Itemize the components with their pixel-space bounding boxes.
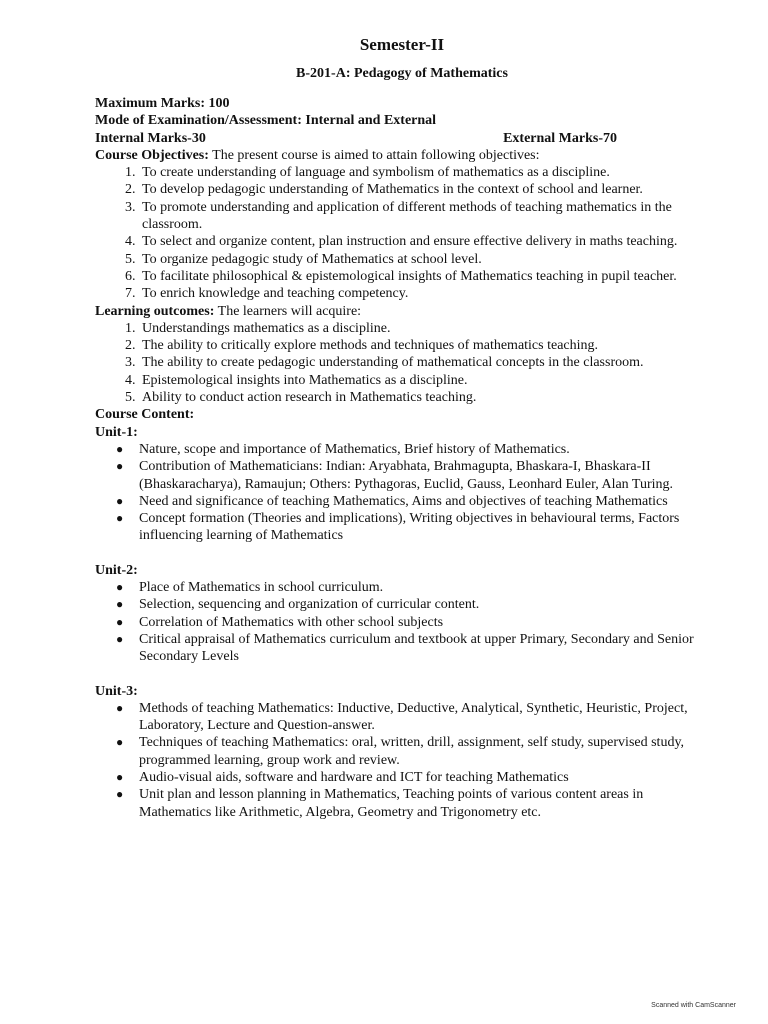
unit-2-title: Unit-2: <box>95 562 138 578</box>
bullet-icon: ● <box>116 459 124 474</box>
objective-item: 4. To select and organize content, plan instruction and ensure effective delivery in maths teaching. <box>139 233 695 250</box>
unit-item: ● Unit plan and lesson planning in Mathematics, Teaching points of various content areas in Mathematics like Arithmetic, Algebra, Geometry and Trigonometry etc. <box>116 787 644 820</box>
unit-item: ● Correlation of Mathematics with other school subjects <box>116 614 444 630</box>
bullet-icon: ● <box>116 511 124 526</box>
outcomes-intro: The learners will acquire: <box>214 303 362 319</box>
unit-item: ● Selection, sequencing and organization of curricular content. <box>116 597 480 613</box>
scanner-watermark: Scanned with CamScanner <box>651 1001 736 1009</box>
outcome-item: 2. The ability to critically explore methods and techniques of mathematics teaching. <box>139 337 695 354</box>
course-content-heading: Course Content: <box>95 407 195 423</box>
max-marks: Maximum Marks: 100 <box>95 96 230 111</box>
bullet-icon: ● <box>116 493 124 508</box>
bullet-icon: ● <box>116 700 124 715</box>
unit-item: ● Place of Mathematics in school curriculum. <box>116 580 384 596</box>
unit-2-list <box>95 579 695 665</box>
bullet-icon: ● <box>116 769 124 784</box>
outcome-item: 4. Epistemological insights into Mathematics as a discipline. <box>139 372 695 389</box>
outcomes-heading <box>95 303 695 320</box>
objective-item: 6. To facilitate philosophical & epistemological insights of Mathematics teaching in pupil teacher. <box>139 268 695 285</box>
objectives-heading <box>95 147 695 164</box>
objectives-list <box>95 164 695 302</box>
objective-item: 7. To enrich knowledge and teaching competency. <box>139 285 695 302</box>
internal-marks: Internal Marks-30 <box>95 130 206 146</box>
unit-item: ● Audio-visual aids, software and hardware and ICT for teaching Mathematics <box>116 769 569 785</box>
unit-item: ● Critical appraisal of Mathematics curriculum and textbook at upper Primary, Secondary and Senior Secondary Levels <box>116 631 694 665</box>
exam-mode: Mode of Examination/Assessment: Internal and External <box>95 113 437 129</box>
objective-item: 2. To develop pedagogic understanding of Mathematics in the context of school and learner. <box>139 181 695 198</box>
outcomes-label: Learning outcomes: <box>95 303 215 319</box>
unit-item: ● Methods of teaching Mathematics: Inductive, Deductive, Analytical, Synthetic, Heuristic, Project, Laboratory, Lecture and Question-answer. <box>116 700 688 734</box>
unit-item: ● Concept formation (Theories and implications), Writing objectives in behavioural terms, Factors influencing learning of Mathematics <box>116 511 680 544</box>
objective-item: 5. To organize pedagogic study of Mathematics at school level. <box>139 251 695 268</box>
bullet-icon: ● <box>116 631 124 646</box>
marks-row <box>95 130 617 147</box>
document-page <box>95 33 695 821</box>
unit-1-title: Unit-1: <box>95 424 138 440</box>
bullet-icon: ● <box>116 614 124 629</box>
unit-item: ● Need and significance of teaching Mathematics, Aims and objectives of teaching Mathematics <box>116 493 668 509</box>
bullet-icon: ● <box>116 441 124 456</box>
course-title: B-201-A: Pedagogy of Mathematics <box>296 66 508 81</box>
unit-item: ● Techniques of teaching Mathematics: oral, written, drill, assignment, self study, supervised study, programmed learning, group work and review. <box>116 735 685 768</box>
bullet-icon: ● <box>116 580 124 595</box>
unit-3-title: Unit-3: <box>95 683 138 699</box>
bullet-icon: ● <box>116 735 124 750</box>
outcomes-list <box>95 320 695 406</box>
outcome-item: 5. Ability to conduct action research in Mathematics teaching. <box>139 389 695 406</box>
objectives-intro: The present course is aimed to attain following objectives: <box>208 147 540 163</box>
semester-heading: Semester-II <box>359 35 445 54</box>
outcome-item: 3. The ability to create pedagogic understanding of mathematical concepts in the classroom. <box>139 354 695 371</box>
objective-item: 1. To create understanding of language and symbolism of mathematics as a discipline. <box>139 164 695 181</box>
external-marks: External Marks-70 <box>503 130 617 146</box>
unit-item: ● Nature, scope and importance of Mathematics, Brief history of Mathematics. <box>116 441 570 457</box>
outcome-item: 1. Understandings mathematics as a discipline. <box>139 320 695 337</box>
objective-item: 3. To promote understanding and application of different methods of teaching mathematics in the classroom. <box>139 199 695 234</box>
bullet-icon: ● <box>116 597 124 612</box>
unit-3-list <box>95 700 695 821</box>
objectives-label: Course Objectives: <box>95 147 209 163</box>
unit-1-list <box>95 441 695 545</box>
unit-item: ● Contribution of Mathematicians: Indian: Aryabhata, Brahmagupta, Bhaskara-I, Bhaskara-II (Bhaskaracharya), Ramaujun; Others: Pythagoras, Euclid, Gauss, Leonhard Euler, Alan Turing. <box>116 459 674 492</box>
bullet-icon: ● <box>116 787 124 802</box>
